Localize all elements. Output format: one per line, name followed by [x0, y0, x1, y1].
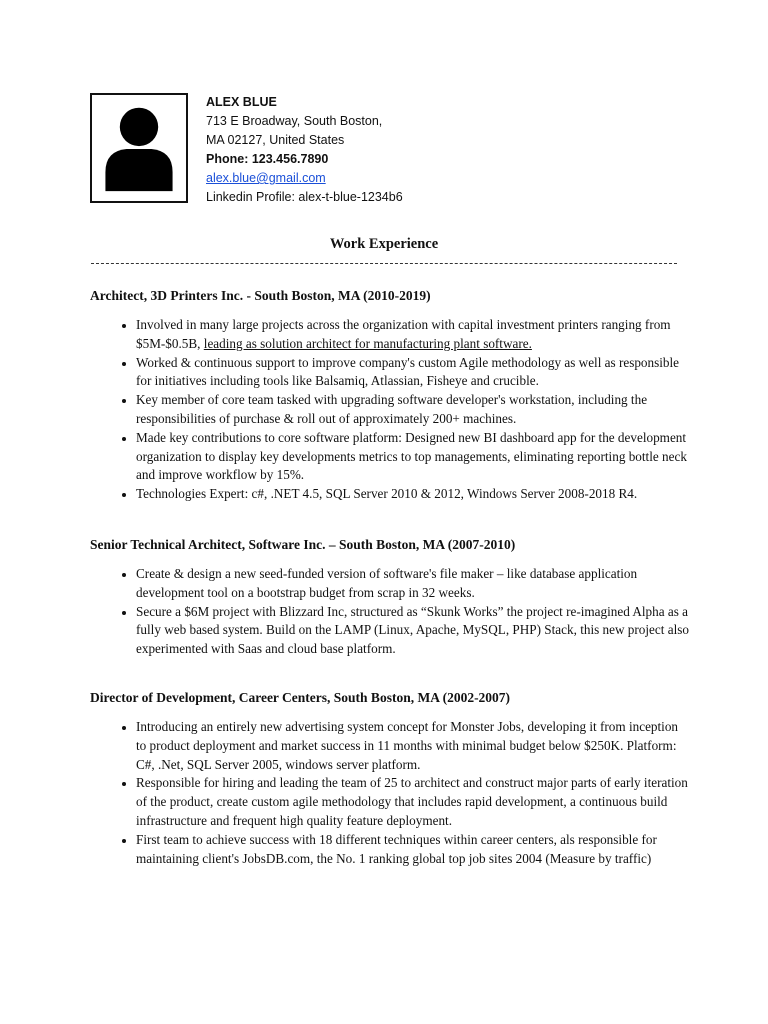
- job-bullet: • Create & design a new seed-funded version of software's file maker – like database application development tool on a bootstrap budget from scrap in 32 weeks.: [136, 565, 690, 603]
- person-avatar-icon: [92, 95, 186, 201]
- section-title: Work Experience: [329, 236, 439, 252]
- job-bullet: • Worked & continuous support to improve company's custom Agile methodology as well as responsible for initiatives including tools like Balsamiq, Atlassian, Fisheye and crucible.: [136, 354, 690, 392]
- job-bullet: • Key member of core team tasked with upgrading software developer's workstation, including the responsibilities of purchase & roll out of approximately 200+ machines.: [136, 391, 690, 429]
- profile-photo: [90, 93, 188, 203]
- underlined-text: leading as solution architect for manufacturing plant software.: [203, 335, 532, 351]
- job-entry: [90, 536, 690, 659]
- job-entry: [90, 287, 690, 504]
- address-line-1: 713 E Broadway, South Boston,: [206, 114, 383, 128]
- job-bullet: • Secure a $6M project with Blizzard Inc, structured as “Skunk Works” the project re-imagined Alpha as a fully web based system. Build on the LAMP (Linux, Apache, MySQL, PHP) Stack, this new project also experimented with Saas and cloud base platform.: [136, 603, 690, 659]
- candidate-name: ALEX BLUE: [206, 95, 277, 109]
- job-entry: [90, 689, 690, 868]
- job-title: Director of Development, Career Centers, South Boston, MA (2002-2007): [90, 690, 511, 705]
- job-bullet: • Involved in many large projects across the organization with capital investment printers ranging from $5M-$0.5B, leading as solution architect for manufacturing plant software.: [136, 316, 690, 354]
- linkedin-profile: Linkedin Profile: alex-t-blue-1234b6: [206, 190, 403, 204]
- job-bullet-list: [90, 718, 690, 868]
- email-link[interactable]: alex.blue@gmail.com: [206, 171, 326, 185]
- job-title: Senior Technical Architect, Software Inc. – South Boston, MA (2007-2010): [90, 537, 516, 552]
- job-bullet: • Technologies Expert: c#, .NET 4.5, SQL Server 2010 & 2012, Windows Server 2008-2018 R4.: [136, 485, 690, 504]
- job-bullet: • Introducing an entirely new advertising system concept for Monster Jobs, developing it from inception to product deployment and market success in 11 months with minimal budget below $250K. Platform: C#, .Net, SQL Server 2005, windows server platform.: [136, 718, 690, 774]
- job-bullet-list: [90, 316, 690, 504]
- job-bullet: • Made key contributions to core software platform: Designed new BI dashboard app for the development organization to display key developments metrics to top managements, eliminating reporting bottle neck and improve workflow by 15%.: [136, 429, 690, 485]
- job-title: Architect, 3D Printers Inc. - South Boston, MA (2010-2019): [90, 288, 431, 303]
- section-divider: [91, 263, 677, 264]
- address-line-2: MA 02127, United States: [206, 133, 345, 147]
- phone-number: Phone: 123.456.7890: [206, 152, 329, 166]
- job-bullet: • Responsible for hiring and leading the team of 25 to architect and construct major parts of early iteration of the product, create custom agile methodology that includes rapid development, a continuous build infrastructure and frequent high quality feature deployment.: [136, 774, 690, 830]
- job-bullet: • First team to achieve success with 18 different techniques within career centers, als responsible for maintaining client's JobsDB.com, the No. 1 ranking global top job sites 2004 (Measure by traffic): [136, 831, 690, 869]
- contact-block: [206, 93, 403, 207]
- job-bullet-list: [90, 565, 690, 659]
